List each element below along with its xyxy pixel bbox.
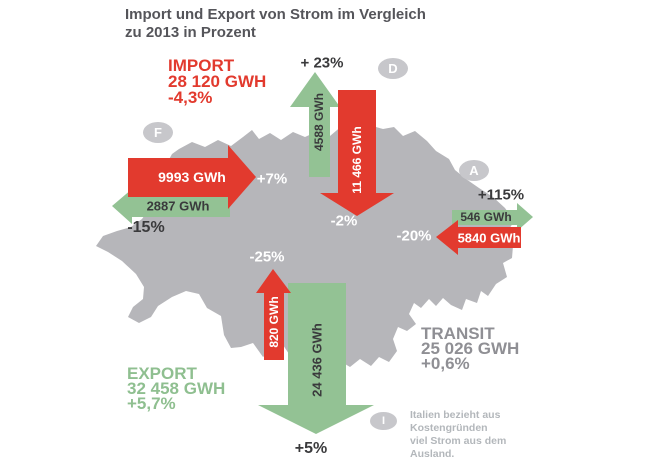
france-export-change: -15% <box>127 219 165 236</box>
transit-summary-value: 25 026 GWH <box>421 339 520 358</box>
germany-export-value: 4588 GWh <box>312 92 326 152</box>
italy-note-line3: viel Strom aus dem <box>410 435 507 447</box>
germany-import-value: 11 466 GWh <box>350 126 364 194</box>
country-badge-austria: A <box>459 160 489 181</box>
austria-import-value: 5840 GWh <box>457 230 521 246</box>
import-summary-label: IMPORT <box>168 56 235 75</box>
transit-summary-change: +0,6% <box>421 354 470 373</box>
export-summary <box>127 366 225 411</box>
import-summary <box>168 58 266 106</box>
austria-export-change: +115% <box>477 186 525 204</box>
france-export-value: 2887 GWh <box>146 198 210 214</box>
chart-title-line2: zu 2013 in Prozent <box>125 24 256 41</box>
germany-import-change: -2% <box>330 212 358 230</box>
export-summary-value: 32 458 GWH <box>127 379 226 398</box>
import-summary-value: 28 120 GWH <box>168 72 267 91</box>
germany-export-change: + 23% <box>300 54 344 72</box>
italy-export-change: +5% <box>294 440 328 457</box>
country-badge-germany: D <box>378 58 408 79</box>
chart-title <box>125 6 426 42</box>
italy-import-change: -25% <box>249 248 285 266</box>
italy-note <box>410 409 506 461</box>
italy-import-value: 820 GWh <box>267 296 281 348</box>
export-summary-change: +5,7% <box>127 394 176 413</box>
italy-note-line1: Italien bezieht aus <box>410 409 501 421</box>
chart-title-line1: Import und Export von Strom im Vergleich <box>125 6 426 23</box>
italy-note-line2: Kostengründen <box>410 422 488 434</box>
france-import-value: 9993 GWh <box>158 169 226 185</box>
country-badge-france: F <box>143 122 173 143</box>
transit-summary-label: TRANSIT <box>421 324 495 343</box>
export-summary-label: EXPORT <box>127 364 197 383</box>
italy-export-value: 24 436 GWh <box>309 323 325 397</box>
country-badge-italy: I <box>370 412 397 430</box>
france-import-change: +7% <box>256 170 288 188</box>
italy-note-line4: Ausland. <box>410 448 455 460</box>
austria-export-value: 546 GWh <box>460 210 512 224</box>
import-summary-change: -4,3% <box>168 88 213 107</box>
transit-summary <box>421 326 519 371</box>
austria-import-change: -20% <box>396 227 432 245</box>
